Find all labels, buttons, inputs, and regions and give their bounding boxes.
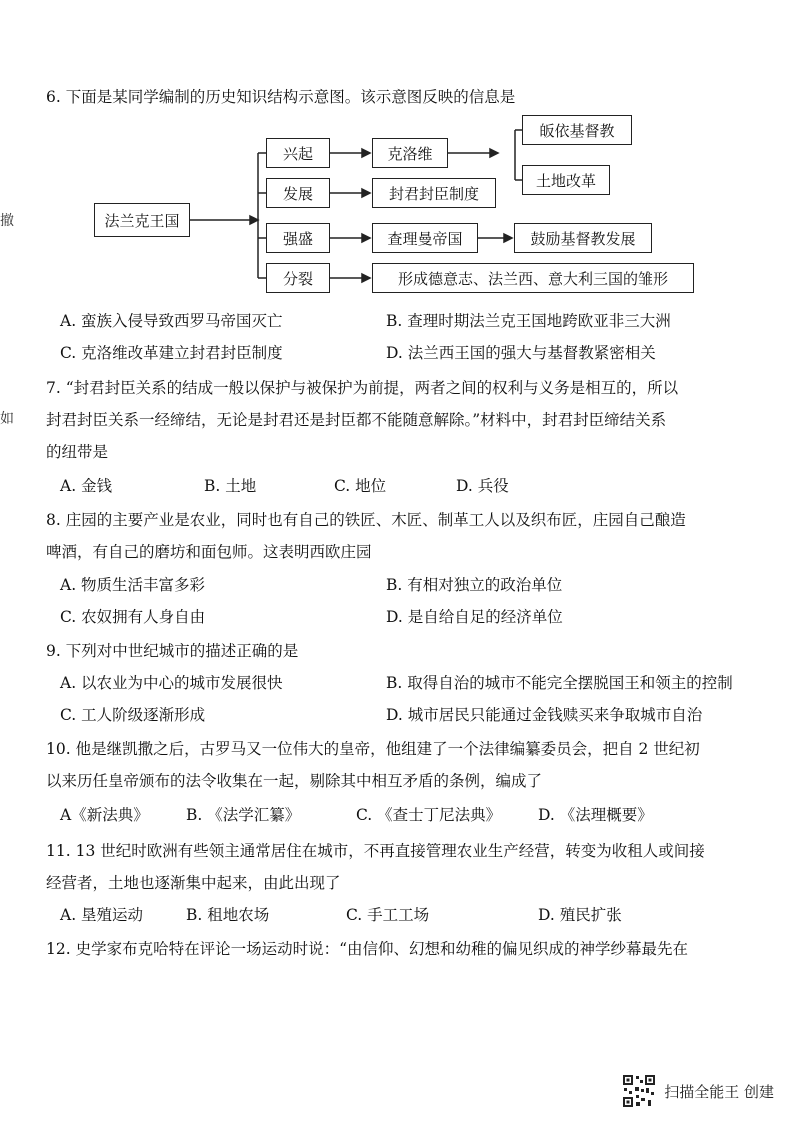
q6-stem: 6. 下面是某同学编制的历史知识结构示意图。该示意图反映的信息是 — [46, 88, 516, 106]
q10-option-a: A《新法典》 — [60, 806, 149, 824]
q8-line-2: 啤酒，有自己的磨坊和面包师。这表明西欧庄园 — [46, 543, 372, 561]
diagram-root-frankish-kingdom: 法兰克王国 — [94, 203, 190, 237]
diagram-detail-clovis: 克洛维 — [372, 138, 448, 168]
q7-line-3: 的纽带是 — [46, 443, 109, 461]
q12-line-1: 12. 史学家布克哈特在评论一场运动时说：“由信仰、幻想和幼稚的偏见织成的神学纱幕最先在 — [46, 940, 689, 958]
diagram-detail-feudal-system: 封君封臣制度 — [372, 178, 496, 208]
q8-option-a: A. 物质生活丰富多彩 — [60, 576, 206, 594]
q8-option-c: C. 农奴拥有人身自由 — [60, 608, 206, 626]
q7-line-2: 封君封臣关系一经缔结，无论是封君还是封臣都不能随意解除。”材料中，封君封臣缔结关系 — [46, 411, 667, 429]
margin-mark-1: 撤 — [0, 213, 14, 229]
diagram-stage-division: 分裂 — [266, 263, 330, 293]
diagram-sub-encourage-christianity: 鼓励基督教发展 — [514, 223, 652, 253]
q6-option-d: D. 法兰西王国的强大与基督教紧密相关 — [386, 344, 656, 362]
q6-option-a: A. 蛮族入侵导致西罗马帝国灭亡 — [60, 312, 283, 330]
q9-option-b: B. 取得自治的城市不能完全摆脱国王和领主的控制 — [386, 674, 733, 692]
q11-line-2: 经营者，土地也逐渐集中起来，由此出现了 — [46, 874, 341, 892]
diagram-sub-land-reform: 土地改革 — [522, 165, 610, 195]
diagram-detail-carolingian-empire: 查理曼帝国 — [372, 223, 478, 253]
q7-option-a: A. 金钱 — [60, 477, 113, 495]
q8-option-d: D. 是自给自足的经济单位 — [386, 608, 563, 626]
q8-line-1: 8. 庄园的主要产业是农业，同时也有自己的铁匠、木匠、制革工人以及织布匠，庄园自己酿造 — [46, 511, 686, 529]
q11-line-1: 11. 13 世纪时欧洲有些领主通常居住在城市，不再直接管理农业生产经营，转变为收租人或间接 — [46, 842, 705, 860]
q9-option-d: D. 城市居民只能通过金钱赎买来争取城市自治 — [386, 706, 703, 724]
diagram-sub-christianity: 皈依基督教 — [522, 115, 632, 145]
diagram-detail-three-kingdoms: 形成德意志、法兰西、意大利三国的雏形 — [372, 263, 694, 293]
diagram-stage-rise: 兴起 — [266, 138, 330, 168]
q7-option-b: B. 土地 — [204, 477, 257, 495]
q11-option-c: C. 手工工场 — [346, 906, 430, 924]
q9-option-c: C. 工人阶级逐渐形成 — [60, 706, 206, 724]
q9-line-1: 9. 下列对中世纪城市的描述正确的是 — [46, 642, 299, 660]
q6-option-b: B. 查理时期法兰克王国地跨欧亚非三大洲 — [386, 312, 671, 330]
diagram-stage-prosperity: 强盛 — [266, 223, 330, 253]
q7-option-c: C. 地位 — [334, 477, 387, 495]
q10-line-1: 10. 他是继凯撒之后，古罗马又一位伟大的皇帝，他组建了一个法律编纂委员会，把自 2 世纪初 — [46, 740, 700, 758]
margin-mark-2: 如 — [0, 411, 14, 427]
scanner-watermark — [622, 1074, 774, 1108]
q10-option-d: D. 《法理概要》 — [538, 806, 653, 824]
q11-option-d: D. 殖民扩张 — [538, 906, 622, 924]
qr-code-icon — [622, 1074, 656, 1108]
q7-line-1: 7. “封君封臣关系的结成一般以保护与被保护为前提，两者之间的权利与义务是相互的，所以 — [46, 379, 679, 397]
q10-option-b: B. 《法学汇纂》 — [186, 806, 301, 824]
q11-option-b: B. 租地农场 — [186, 906, 270, 924]
q10-option-c: C. 《查士丁尼法典》 — [356, 806, 502, 824]
q9-option-a: A. 以农业为中心的城市发展很快 — [60, 674, 283, 692]
q8-option-b: B. 有相对独立的政治单位 — [386, 576, 563, 594]
q10-line-2: 以来历任皇帝颁布的法令收集在一起，剔除其中相互矛盾的条例，编成了 — [46, 772, 543, 790]
q11-option-a: A. 垦殖运动 — [60, 906, 144, 924]
q6-option-c: C. 克洛维改革建立封君封臣制度 — [60, 344, 283, 362]
watermark-text: 扫描全能王 创建 — [664, 1082, 774, 1101]
q7-option-d: D. 兵役 — [456, 477, 509, 495]
diagram-stage-development: 发展 — [266, 178, 330, 208]
